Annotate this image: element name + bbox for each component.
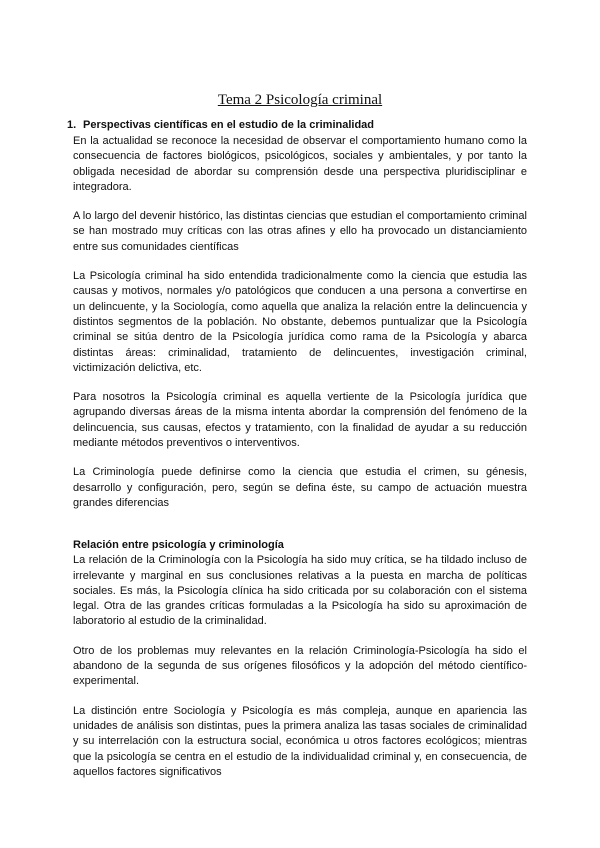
section-1-heading	[67, 118, 527, 133]
section-2-paragraph-1: La relación de la Criminología con la Psicología ha sido muy crítica, se ha tildado incluso de irrelevante y marginal en sus conclusiones relativas a la puesta en marcha de políticas sociales. Es más, la Psicología clínica ha sido criticada por su colaboración con el sistema legal. Otra de las grandes críticas formuladas a la Psicología ha sido su aproximación de laboratorio al estudio de la criminalidad.	[73, 554, 527, 628]
section-1-paragraph-4: Para nosotros la Psicología criminal es aquella vertiente de la Psicología jurídica que agrupando diversas áreas de la misma intenta abordar la comprensión del fenómeno de la delincuencia, sus causas, efectos y tratamiento, con la finalidad de ayudar a su reducción mediante métodos preventivos o interventivos.	[73, 391, 527, 450]
document-title: Tema 2 Psicología criminal	[217, 92, 383, 108]
section-1-paragraph-1: En la actualidad se reconoce la necesidad de observar el comportamiento humano como la consecuencia de factores biológicos, psicológicos, sociales y ambientales, y por tanto la obligada necesidad de abordar su comprensión desde una perspectiva pluridisciplinar e integradora.	[73, 135, 527, 193]
section-1-paragraph-3: La Psicología criminal ha sido entendida tradicionalmente como la ciencia que estudia las causas y motivos, normales y/o patológicos que conducen a una persona a convertirse en un delincuente, y la Sociología, como aquella que analiza la relación entre la delincuencia y distintos segmentos de la población. No obstante, debemos puntualizar que la Psicología criminal se sitúa dentro de la Psicología jurídica como rama de la Psicología y abarca distintas áreas: criminalidad, tratamiento de delincuentes, investigación criminal, victimización delictiva, etc.	[73, 270, 527, 374]
section-1-paragraph-5: La Criminología puede definirse como la ciencia que estudia el crimen, su génesis, desarrollo y configuración, pero, según se defina éste, su campo de actuación muestra grandes diferencias	[73, 466, 527, 509]
section-2-paragraph-2: Otro de los problemas muy relevantes en la relación Criminología-Psicología ha sido el abandono de la segunda de sus orígenes filosóficos y la adopción del método científico-experimental.	[73, 644, 527, 688]
section-1-heading-text: Perspectivas científicas en el estudio de la criminalidad	[83, 119, 375, 131]
section-2-paragraph-3: La distinción entre Sociología y Psicología es más compleja, aunque en apariencia las unidades de análisis son distintas, pues la primera analiza las tasas sociales de criminalidad y su interrelación con la estructura social, económica u otros factores ecológicos; mientras que la psicología se centra en el estudio de la individualidad criminal y, en consecuencia, de aquellos factores significativos	[73, 704, 527, 778]
document-body	[67, 118, 527, 780]
section-1-number: 1.	[67, 119, 77, 131]
section-2-heading: Relación entre psicología y criminología	[73, 539, 284, 552]
section-1-paragraph-2: A lo largo del devenir histórico, las distintas ciencias que estudian el comportamiento criminal se han mostrado muy críticas con las otras afines y ello ha provocado un distanciamiento entre sus comunidades científicas	[73, 210, 527, 253]
